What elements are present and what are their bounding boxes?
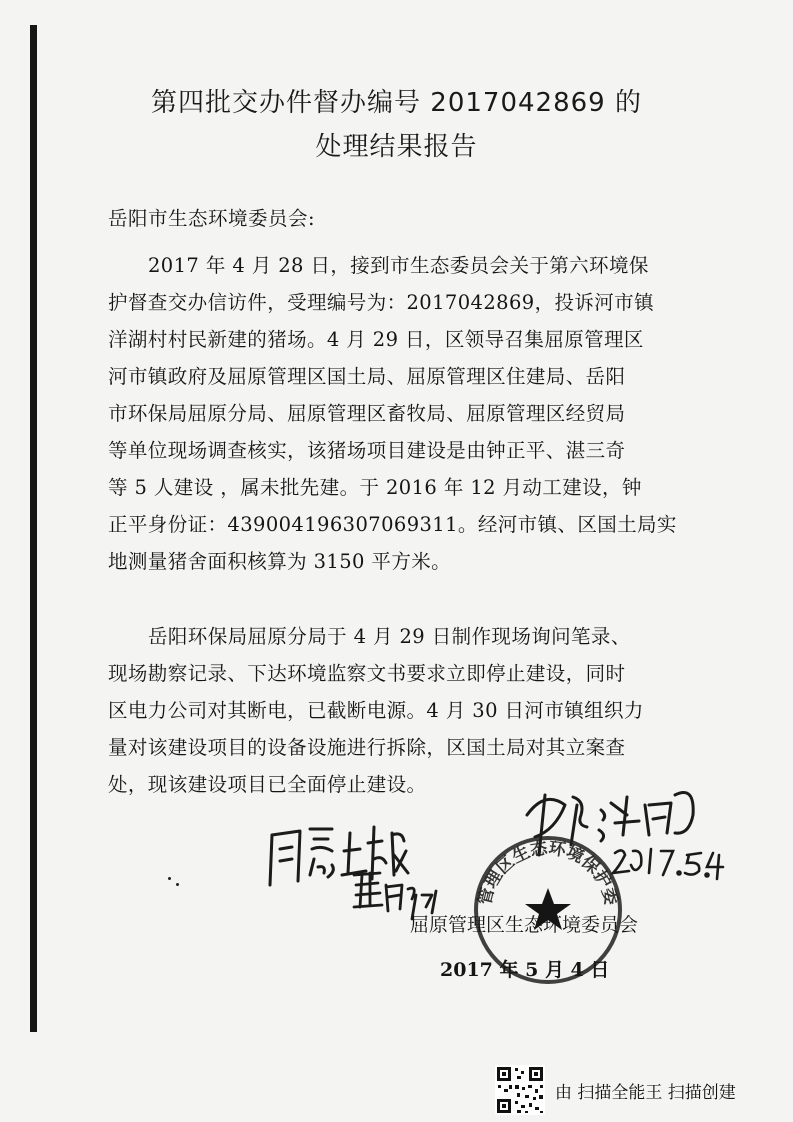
- paragraph-2-line: 量对该建设项目的设备设施进行拆除，区国土局对其立案查: [108, 736, 626, 759]
- seal-text: 管理区生态环境保护委: [475, 838, 621, 908]
- ink-dot: [176, 883, 179, 886]
- paragraph-1-line: 地测量猪舍面积核算为 3150 平方米。: [108, 550, 452, 573]
- scanner-watermark: [495, 1065, 736, 1115]
- paragraph-1: [108, 247, 678, 580]
- paragraph-2-line: 处，现该建设项目已全面停止建设。: [108, 773, 427, 796]
- issuing-organization: 屈原管理区生态环境委员会: [410, 914, 639, 936]
- salutation: 岳阳市生态环境委员会:: [108, 207, 316, 230]
- paragraph-1-line: 洋湖村村民新建的猪场。4 月 29 日，区领导召集屈原管理区: [108, 328, 644, 351]
- paragraph-1-line: 等单位现场调查核实，该猪场项目建设是由钟正平、湛三奇: [108, 439, 626, 462]
- ink-dot: [168, 877, 171, 880]
- paragraph-1-line: 正平身份证：439004196307069311。经河市镇、区国土局实: [108, 513, 677, 536]
- document-title-line1: 第四批交办件督办编号 2017042869 的: [151, 88, 642, 118]
- paragraph-1-line: 市环保局屈原分局、屈原管理区畜牧局、屈原管理区经贸局: [108, 402, 626, 425]
- paragraph-2-line: 现场勘察记录、下达环境监察文书要求立即停止建设，同时: [108, 662, 626, 685]
- issue-date: 2017 年 5 月 4 日: [440, 959, 610, 981]
- paragraph-1-line: 等 5 人建设 ，属未批先建。于 2016 年 12 月动工建设，钟: [108, 476, 642, 499]
- paragraph-1-line: 护督查交办信访件，受理编号为：2017042869，投诉河市镇: [108, 291, 654, 314]
- paragraph-2-line: 岳阳环保局屈原分局于 4 月 29 日制作现场询问笔录、: [148, 625, 631, 648]
- scanner-watermark-text: 由 扫描全能王 扫描创建: [555, 1082, 736, 1103]
- paragraph-1-line: 2017 年 4 月 28 日，接到市生态委员会关于第六环境保: [148, 254, 649, 277]
- paragraph-2-line: 区电力公司对其断电，已截断电源。4 月 30 日河市镇组织力: [108, 699, 644, 722]
- paragraph-1-line: 河市镇政府及屈原管理区国土局、屈原管理区住建局、岳阳: [108, 365, 626, 388]
- qr-code-icon: [495, 1065, 545, 1115]
- document-title-line2: 处理结果报告: [315, 132, 478, 162]
- scan-edge-bar: [30, 25, 37, 1032]
